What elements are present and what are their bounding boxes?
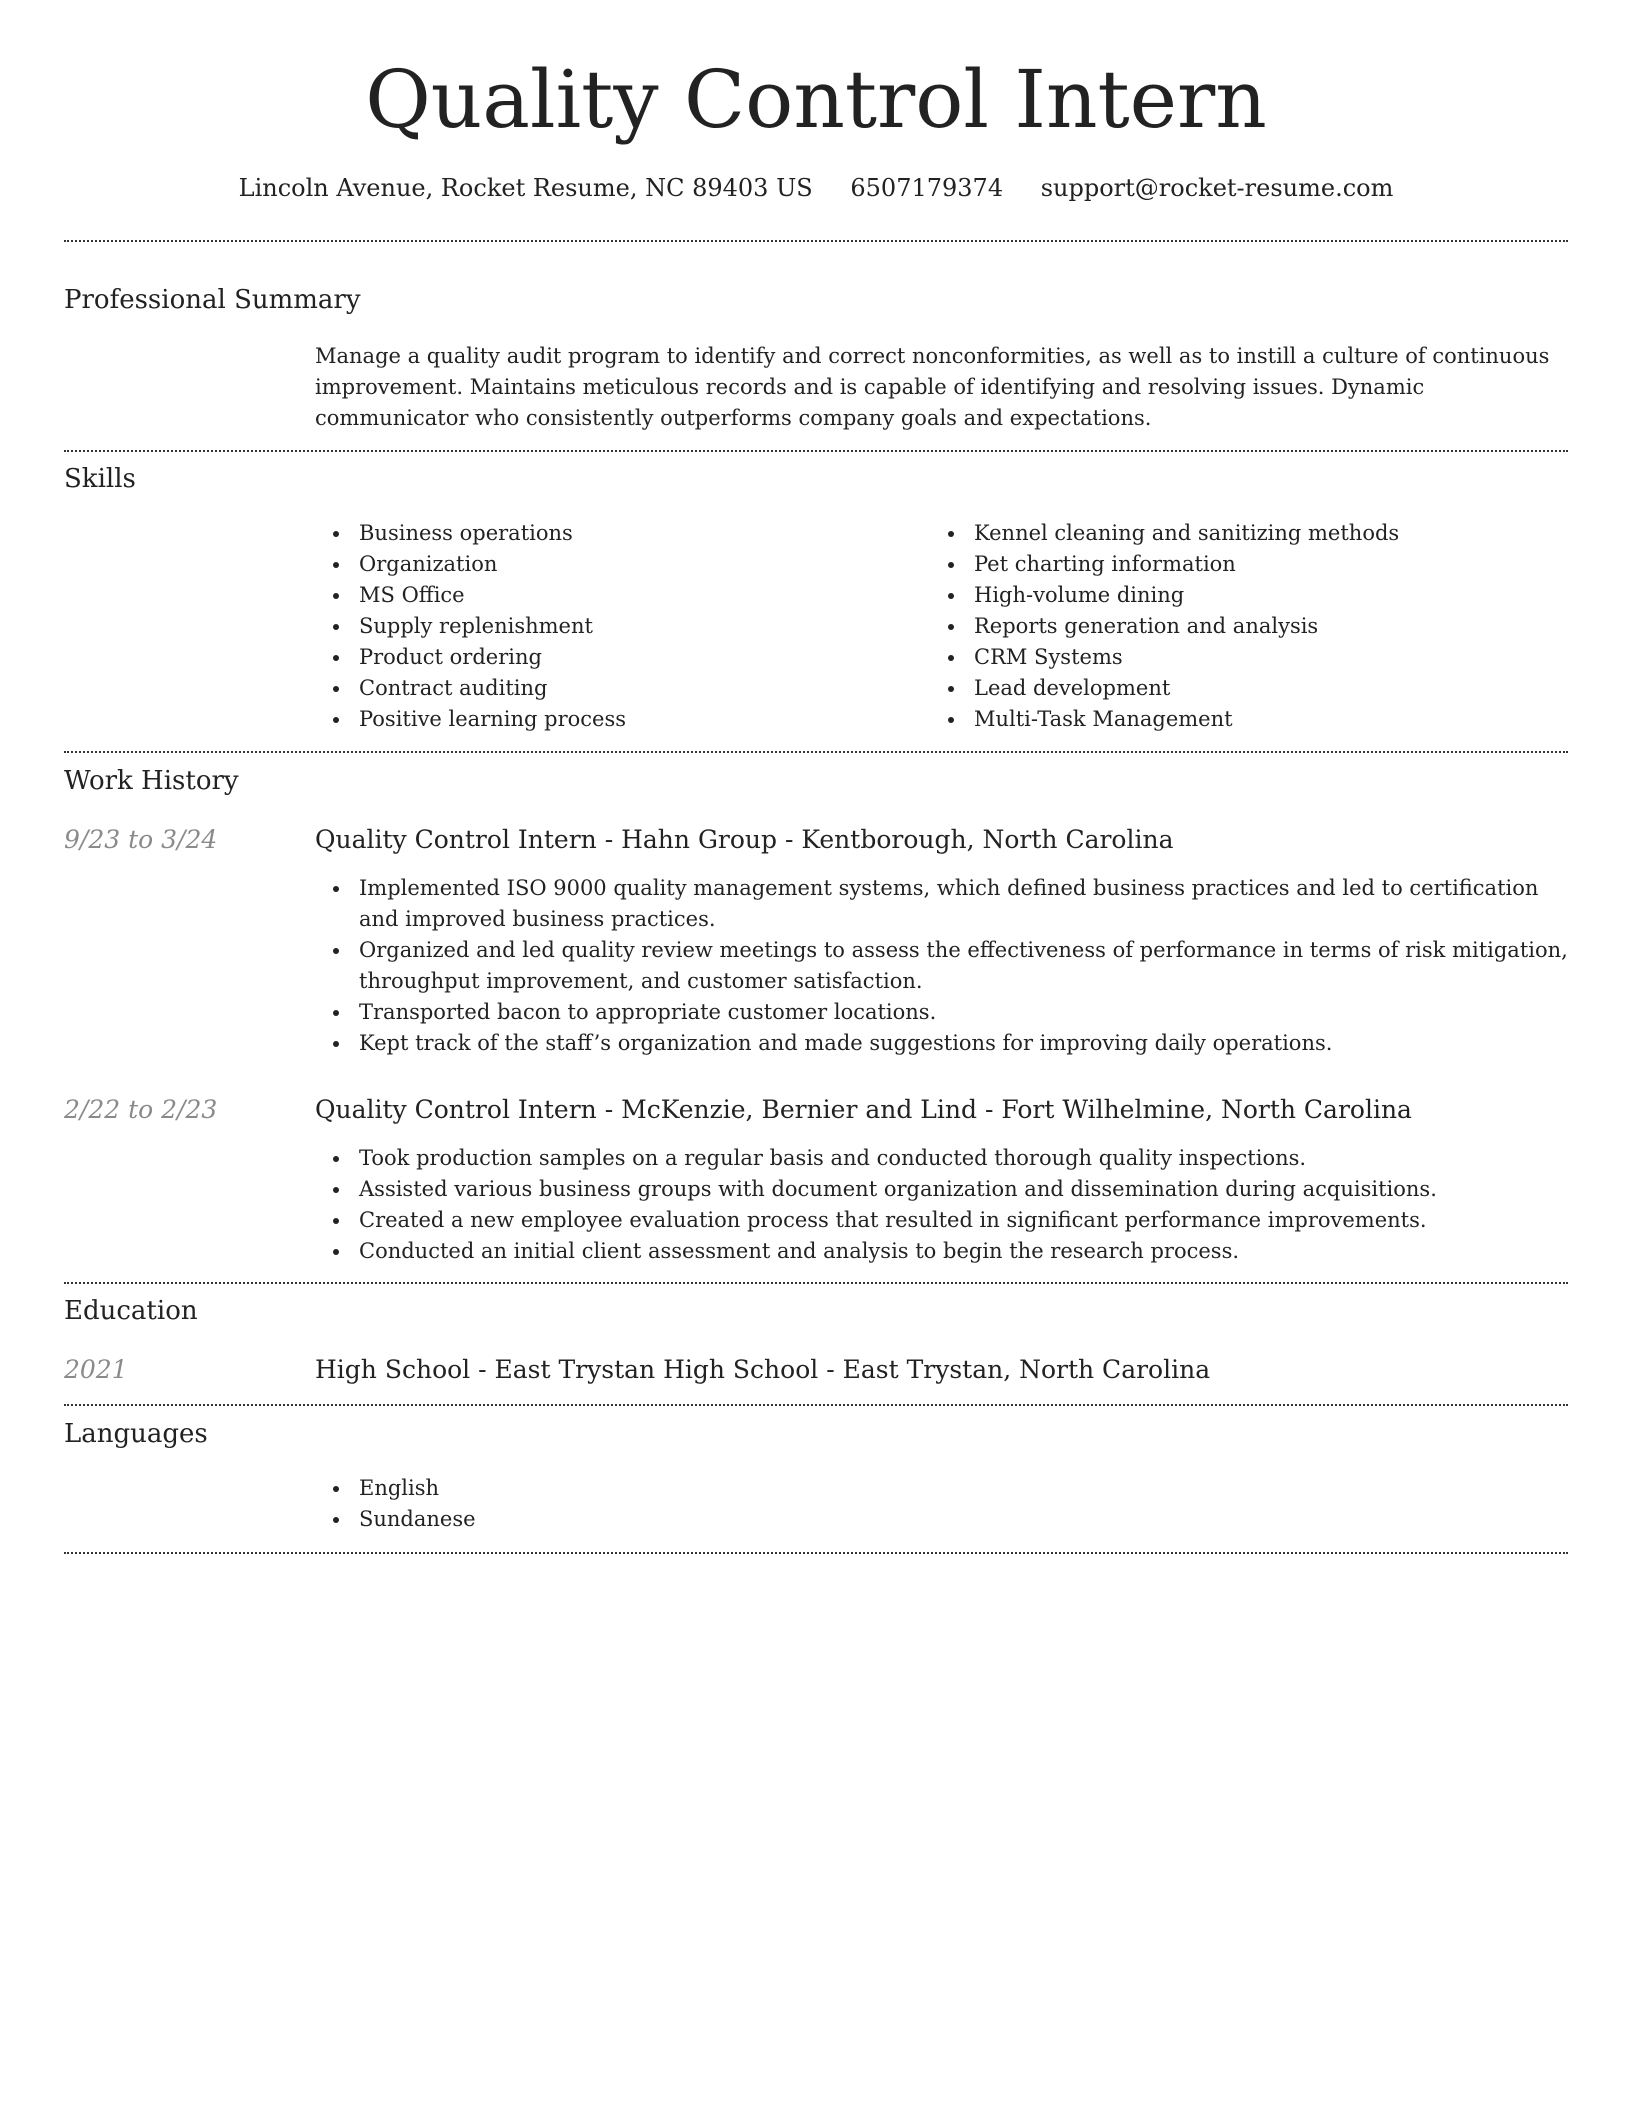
skill-item: Product ordering — [315, 642, 925, 673]
candidate-name: Quality Control Intern — [365, 53, 1267, 146]
section-title-work-history: Work History — [64, 766, 239, 796]
job-bullets — [315, 873, 1568, 1059]
contact-email: support@rocket-resume.com — [1040, 174, 1394, 202]
job-dates: 9/23 to 3/24 — [64, 825, 218, 854]
education-heading: High School - East Trystan High School - East Trystan, North Carolina — [315, 1355, 1211, 1384]
job-bullet: Created a new employee evaluation process that resulted in significant performance improvements. — [315, 1205, 1568, 1236]
skill-item: Reports generation and analysis — [930, 611, 1568, 642]
job-bullet: Assisted various business groups with document organization and dissemination during acquisitions. — [315, 1174, 1568, 1205]
skill-item: Positive learning process — [315, 704, 925, 735]
skill-item: CRM Systems — [930, 642, 1568, 673]
job-bullet: Implemented ISO 9000 quality management systems, which defined business practices and led to certification and improved business practices. — [315, 873, 1568, 935]
skill-item: Contract auditing — [315, 673, 925, 704]
skills-column-right — [930, 518, 1568, 735]
section-divider — [64, 751, 1568, 753]
job-bullets — [315, 1143, 1568, 1267]
skills-column-left — [315, 518, 925, 735]
job-bullet: Organized and led quality review meetings to assess the effectiveness of performance in terms of risk mitigation, throughput improvement, and customer satisfaction. — [315, 935, 1568, 997]
job-heading: Quality Control Intern - Hahn Group - Kentborough, North Carolina — [315, 825, 1174, 854]
languages-list — [315, 1473, 1568, 1535]
skill-item: High-volume dining — [930, 580, 1568, 611]
job-dates: 2/22 to 2/23 — [64, 1095, 218, 1124]
language-item: Sundanese — [315, 1504, 1568, 1535]
contact-line — [0, 170, 1632, 206]
skill-item: Lead development — [930, 673, 1568, 704]
skill-item: Pet charting information — [930, 549, 1568, 580]
job-bullet: Kept track of the staff’s organization and made suggestions for improving daily operations. — [315, 1028, 1568, 1059]
section-divider — [64, 450, 1568, 452]
skill-item: MS Office — [315, 580, 925, 611]
skill-item: Supply replenishment — [315, 611, 925, 642]
contact-phone: 6507179374 — [850, 174, 1004, 202]
job-heading: Quality Control Intern - McKenzie, Bernier and Lind - Fort Wilhelmine, North Carolina — [315, 1095, 1412, 1124]
language-item: English — [315, 1473, 1568, 1504]
job-bullet: Took production samples on a regular basis and conducted thorough quality inspections. — [315, 1143, 1568, 1174]
summary-text: Manage a quality audit program to identify and correct nonconformities, as well as to instill a culture of continuous improvement. Maintains meticulous records and is capable of identifying and resolving issues. Dynamic communicator who consistently outperforms company goals and expectations. — [315, 344, 1550, 430]
skill-item: Kennel cleaning and sanitizing methods — [930, 518, 1568, 549]
section-divider — [64, 240, 1568, 242]
section-title-skills: Skills — [64, 464, 136, 494]
skill-item: Multi-Task Management — [930, 704, 1568, 735]
section-title-education: Education — [64, 1296, 198, 1326]
section-divider — [64, 1552, 1568, 1554]
skill-item: Organization — [315, 549, 925, 580]
skill-item: Business operations — [315, 518, 925, 549]
section-title-languages: Languages — [64, 1419, 208, 1449]
education-year: 2021 — [64, 1355, 128, 1384]
section-divider — [64, 1404, 1568, 1406]
job-bullet: Conducted an initial client assessment and analysis to begin the research process. — [315, 1236, 1568, 1267]
section-divider — [64, 1282, 1568, 1284]
contact-address: Lincoln Avenue, Rocket Resume, NC 89403 US — [238, 174, 813, 202]
section-title-summary: Professional Summary — [64, 285, 361, 315]
job-bullet: Transported bacon to appropriate customer locations. — [315, 997, 1568, 1028]
